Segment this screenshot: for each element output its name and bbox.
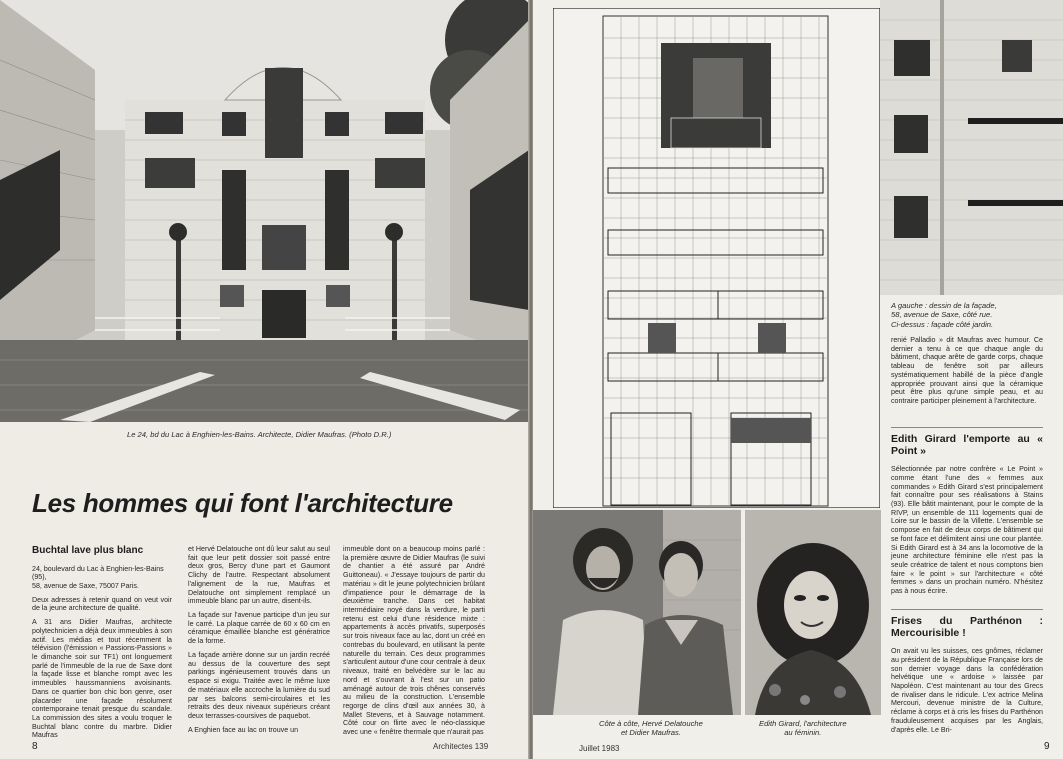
- section-title-buchtal: Buchtal lave plus blanc: [32, 545, 144, 556]
- page-number-left: 8: [32, 741, 38, 752]
- folio-right: Juillet 1983: [579, 744, 620, 753]
- photo2-caption: [759, 719, 847, 738]
- col2-paragraph-1: et Hervé Delatouche ont dû leur salut au seul fait que leur petit dossier soit passé entre deux gros, Bercy d'une part et Gaumont Clichy de l'autre. Respectant absolument l'alignement de la rue, Maufras et Delatouche ont simplement remplacé un immeuble blanc par un autre, disent-ils.: [188, 545, 330, 606]
- photo2-caption-line-2: au féminin.: [784, 728, 822, 738]
- photo2-caption-line-1: Edith Girard, l'architecture: [759, 719, 847, 728]
- photo-edith-girard: [745, 510, 881, 715]
- photo-caption: Le 24, bd du Lac à Enghien-les-Bains. Architecte, Didier Maufras. (Photo D.R.): [127, 430, 392, 439]
- page-headline: Les hommes qui font l'architecture: [32, 488, 453, 518]
- left-page: [0, 0, 529, 759]
- address-1: 24, boulevard du Lac à Enghien-les-Bains (95),: [32, 564, 164, 582]
- section-divider-1: [891, 427, 1043, 428]
- col2-paragraph-2: La façade sur l'avenue participe d'un jeu sur le carré. La plaque carrée de 60 x 60 cm en céramique émaillée blanche est génératrice de la forme.: [188, 611, 330, 646]
- photo1-caption-line-1: Côte à côte, Hervé Delatouche: [599, 719, 703, 728]
- page-number-right: 9: [1044, 741, 1050, 752]
- col2-paragraph-3: La façade arrière donne sur un jardin recréé au dessus de la couverture des sept parkings ingénieusement trouvés dans un espace si exigu. Traitée avec le même luxe de matériaux elle accroche la lumière du sud par ses balcons semi-circulaires et les retraits des deux niveaux supérieurs créant deux terrasses-coursives de paquebot.: [188, 650, 330, 720]
- edith-girard-paragraph: Sélectionnée par notre confrère « Le Point » comme étant l'une des « femmes aux commandes » Edith Girard s'est principalement fait connaître pour ses réalisations à Stains (93). Elle bâtit maintenant, pour le compte de la RIVP, un ensemble de 111 logements quai de Loire sur le bassin de la Villette. L'ensemble se compose en fait de deux corps de bâtiment qui se font face et délimitent ainsi une cour plantée. Si Edith Girard est à 34 ans la locomotive de la jeune architecture féminine elle n'est pas la seule créatrice de talent et nous comptons bien faire « le point » sur l'architecture « côté femmes » dans un prochain numéro. N'hésitez pas à nous écrire.: [891, 465, 1043, 596]
- section-edith-girard: [891, 433, 1043, 601]
- folio-left: Architectes 139: [433, 742, 489, 751]
- photo1-caption: [599, 719, 703, 738]
- drawing-caption-line-3: Ci-dessus : façade côté jardin.: [891, 319, 994, 329]
- col3-paragraph-1: immeuble dont on a beaucoup moins parlé : la première œuvre de Didier Maufras (le suivi de chantier a été assuré par André Guittoneau). « J'essaye toujours de partir du matériau » dit le jeune polytechnicien brûlant d'impatience pour le démarrage de la deuxième tranche. Dans cet habitat intermédiaire noyé dans la verdure, le parti retenu est celui d'une résidence mixte : appartements à accès privatifs, superposés sur trois niveaux face au lac, dont un créé en contrebas du boulevard, en utilisant la pente naturelle du terrain. Ces deux programmes s'articulent autour d'une cour centrale à deux niveaux, traité en belvédère sur le lac au nord et s'ouvrant à l'est sur un patio aménagé autour de trois chênes conservés au milieu de la construction. L'ensemble regorge de clins d'œil aux années 30, à Mallet Stevens, et à Sauvage notamment. Côté cour on flirte avec le néo-classique avec une « fenêtre thermale que n'aurait pas: [343, 545, 485, 737]
- drawing-caption-line-1: A gauche : dessin de la façade,: [891, 301, 997, 310]
- right-text-column: [891, 336, 1043, 411]
- address-2: 58, avenue de Saxe, 75007 Paris.: [32, 581, 139, 590]
- column-1: [32, 545, 172, 745]
- building-photo-enghien: [0, 0, 529, 422]
- section-title-edith-girard: Edith Girard l'emporte au « Point »: [891, 433, 1043, 458]
- drawing-caption-line-2: 58, avenue de Saxe, côté rue.: [891, 310, 993, 320]
- facade-drawing: [553, 8, 880, 508]
- col2-paragraph-4: A Enghien face au lac on trouve un: [188, 725, 299, 734]
- col1-paragraph-1: Deux adresses à retenir quand on veut voir de la jeune architecture de qualité.: [32, 595, 172, 613]
- right-page: [533, 0, 1063, 759]
- section-divider-2: [891, 609, 1043, 610]
- section-parthenon: [891, 615, 1043, 739]
- parthenon-paragraph: On avait vu les suisses, ces gnômes, réclamer au président de la République Française lors de son dernier voyage dans la confédération helvétique une « ardoise » laissée par Napoléon. C'est maintenant au tour des Grecs de rivaliser dans le ridicule. L'ex actrice Melina Mercouri, devenue ministre de la Culture, réclame à corps et à cris les frises du Parthénon frauduleusement acquises par les Anglais, d'après elle. Le Bri-: [891, 647, 1043, 734]
- right-paragraph-1: renié Palladio » dit Maufras avec humour. Ce dernier a tenu à ce que chaque angle du bâtiment, chaque arête de garde corps, chaque tableau de fenêtre soit par ailleurs systématiquement habillé de la pièce d'angle appropriée prouvant ainsi que la céramique peut être plus qu'une simple peau, et au contraire participer pleinement à l'architecture.: [891, 336, 1043, 406]
- column-3: [343, 545, 485, 742]
- photo1-caption-line-2: et Didier Maufras.: [620, 728, 681, 738]
- garden-facade-photo: [880, 0, 1063, 295]
- column-2: [188, 545, 330, 739]
- col1-paragraph-2: A 31 ans Didier Maufras, architecte polytechnicien a déjà deux immeubles à son actif. Les médias et tout récemment la télévision (l'émission « Passions-Passions » le dimanche soir sur TF1) ont longuement parlé de l'immeuble de la rue de Saxe dont la façade lisse et blanche rompt avec les immeubles haussmanniens avoisinants. Dans ce quartier bon chic bon genre, oser placarder une façade résolument contemporaine tenait presque du scandale. La commission des sites a voulu troquer le Buchtal blanc contre du marbre. Didier Maufras: [32, 618, 172, 740]
- drawing-caption: [891, 301, 997, 329]
- photo-delatouche-maufras: [533, 510, 741, 715]
- section-title-parthenon: Frises du Parthénon : Mercourisible !: [891, 615, 1043, 640]
